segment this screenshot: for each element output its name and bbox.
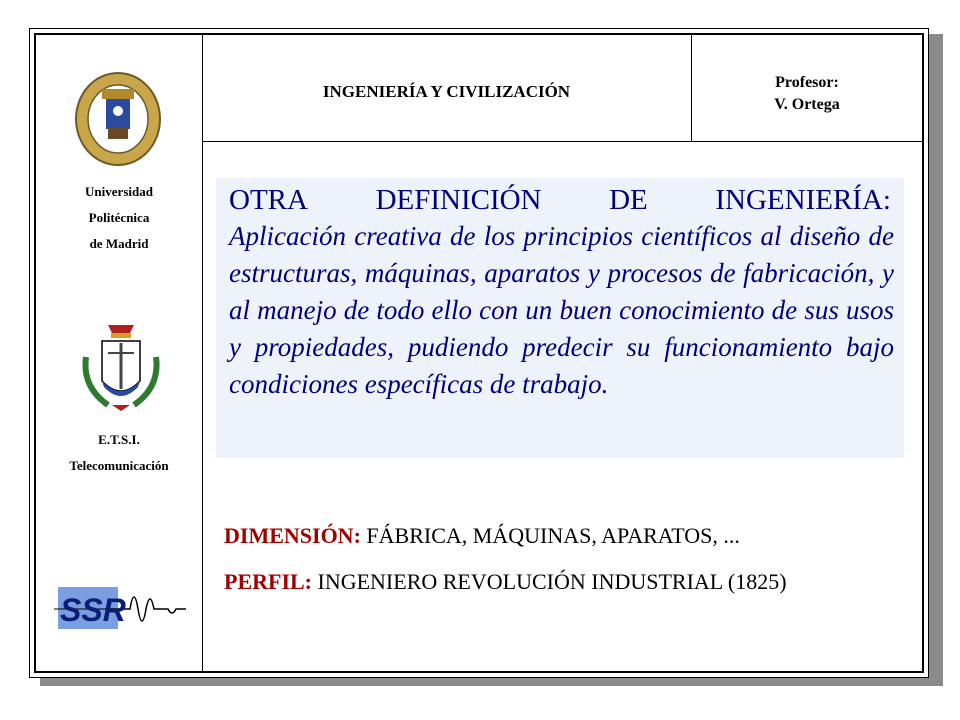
header-title-cell <box>202 35 692 142</box>
slide-inner-border <box>34 33 924 673</box>
definition-heading-word: INGENIERÍA: <box>715 184 891 216</box>
dimension-label: DIMENSIÓN: <box>224 523 361 548</box>
page-title: INGENIERÍA Y CIVILIZACIÓN <box>322 82 571 101</box>
university-line-1: Universidad <box>85 184 153 199</box>
school-line-2: Telecomunicación <box>69 458 169 473</box>
professor-label: Profesor: <box>775 74 839 91</box>
definition-heading-word: DEFINICIÓN <box>375 184 542 216</box>
definition-text: Aplicación creativa de los principios científicos al diseño de estructuras, máquinas, aparatos y procesos de fabricación, y al manejo de todo ello con un buen conocimiento de sus usos y propiedades, pudiendo predecir su funcionamiento bajo condiciones específicas de trabajo. <box>229 221 894 399</box>
sidebar <box>36 35 203 671</box>
definition-heading-word: OTRA <box>229 184 308 216</box>
dimension-value: FÁBRICA, MÁQUINAS, APARATOS, ... <box>360 523 740 548</box>
definition-box <box>216 178 904 458</box>
school-crest-icon <box>78 317 164 413</box>
university-seal-icon <box>74 71 162 167</box>
perfil-value: INGENIERO REVOLUCIÓN INDUSTRIAL (1825) <box>312 569 787 594</box>
definition-heading <box>229 182 891 218</box>
definition-heading-word: DE <box>609 184 648 216</box>
ssr-logo-text: SSR <box>60 592 126 628</box>
university-line-3: de Madrid <box>89 236 149 251</box>
perfil-line <box>224 569 787 595</box>
university-line-2: Politécnica <box>88 210 150 225</box>
professor-name: V. Ortega <box>774 96 840 113</box>
perfil-label: PERFIL: <box>224 569 312 594</box>
dimension-line <box>224 523 740 549</box>
school-line-1: E.T.S.I. <box>98 432 140 447</box>
professor-block <box>692 72 922 116</box>
ssr-logo-icon <box>50 581 190 637</box>
slide-frame <box>29 28 929 678</box>
header-professor-cell <box>692 35 922 142</box>
